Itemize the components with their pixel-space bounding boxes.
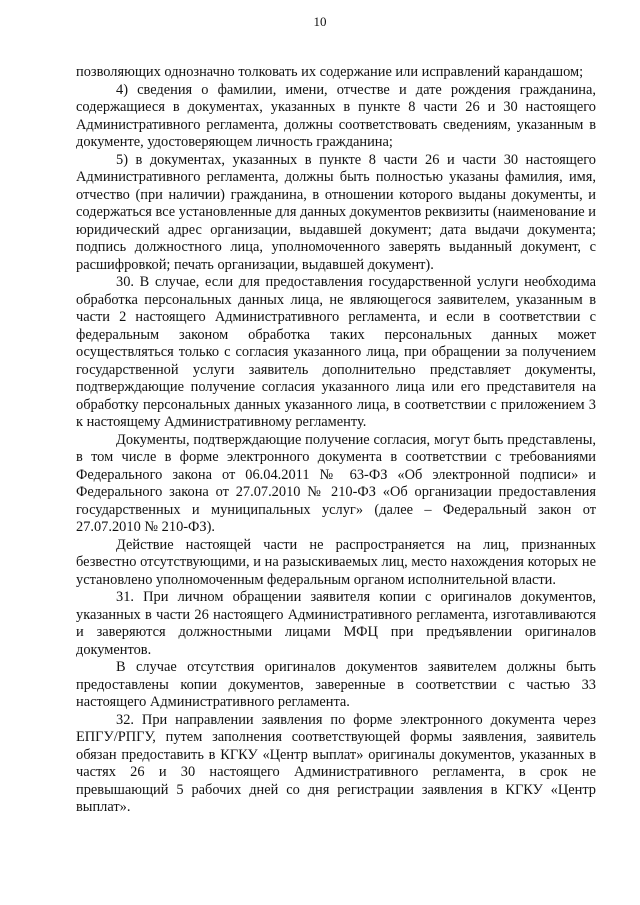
paragraph-exclusion: Действие настоящей части не распространяется на лиц, признанных безвестно отсутствующими, и на разыскиваемых лиц, место нахождения которых не установлено уполномоченным федеральным органом исполнительной власти.: [76, 536, 596, 588]
paragraph-consent-documents: Документы, подтверждающие получение согласия, могут быть представлены, в том числе в форме электронного документа в соответствии с требованиями Федерального закона от 06.04.2011 № 63-ФЗ «Об электронной подписи» и Федерального закона от 27.07.2010 № 210-ФЗ «Об организации предоставления государственных и муниципальных услуг» (далее – Федеральный закон от 27.07.2010 № 210-ФЗ).: [76, 431, 596, 535]
document-body: [76, 64, 596, 817]
paragraph-item-5: 5) в документах, указанных в пункте 8 части 26 и части 30 настоящего Административного регламента, должны быть полностью указаны фамилия, имя, отчество (при наличии) гражданина, в отношении которого выданы документы, и содержаться все установленные для данных документов реквизиты (наименование и юридический адрес организации, выдавшей документ; дата выдачи документа; подпись должностного лица, уполномоченного заверять выданный документ, с расшифровкой; печать организации, выдавшей документ).: [76, 151, 596, 273]
paragraph-item-4: 4) сведения о фамилии, имени, отчестве и дате рождения гражданина, содержащиеся в документах, указанных в пункте 8 части 26 и 30 настоящего Административного регламента, должны соответствовать сведениям, указанным в документе, удостоверяющем личность гражданина;: [76, 81, 596, 150]
page-number: 10: [313, 14, 327, 29]
paragraph-section-31: 31. При личном обращении заявителя копии с оригиналов документов, указанных в части 26 настоящего Административного регламента, изготавливаются и заверяются должностными лицами МФЦ при предъявлении оригиналов документов.: [76, 589, 596, 658]
paragraph-missing-originals: В случае отсутствия оригиналов документов заявителем должны быть предоставлены копии документов, заверенные в соответствии с частью 33 настоящего Административного регламента.: [76, 659, 596, 710]
paragraph-section-30: 30. В случае, если для предоставления государственной услуги необходима обработка персональных данных лица, не являющегося заявителем, указанным в части 2 настоящего Административного регламента, и если в соответствии с федеральным законом обработка таких персональных данных может осуществляться только с согласия указанного лица, при обращении за получением государственной услуги заявитель дополнительно представляет документы, подтверждающие получение согласия указанного лица или его представителя на обработку персональных данных указанного лица, в соответствии с приложением 3 к настоящему Административному регламенту.: [76, 274, 596, 430]
paragraph-continuation: позволяющих однозначно толковать их содержание или исправлений карандашом;: [76, 64, 584, 80]
paragraph-section-32: 32. При направлении заявления по форме электронного документа через ЕПГУ/РПГУ, путем заполнения соответствующей формы заявления, заявитель обязан предоставить в КГКУ «Центр выплат» оригиналы документов, указанных в частях 26 и 30 настоящего Административного регламента, в срок не превышающий 5 рабочих дней со дня регистрации заявления в КГКУ «Центр выплат».: [76, 711, 596, 815]
